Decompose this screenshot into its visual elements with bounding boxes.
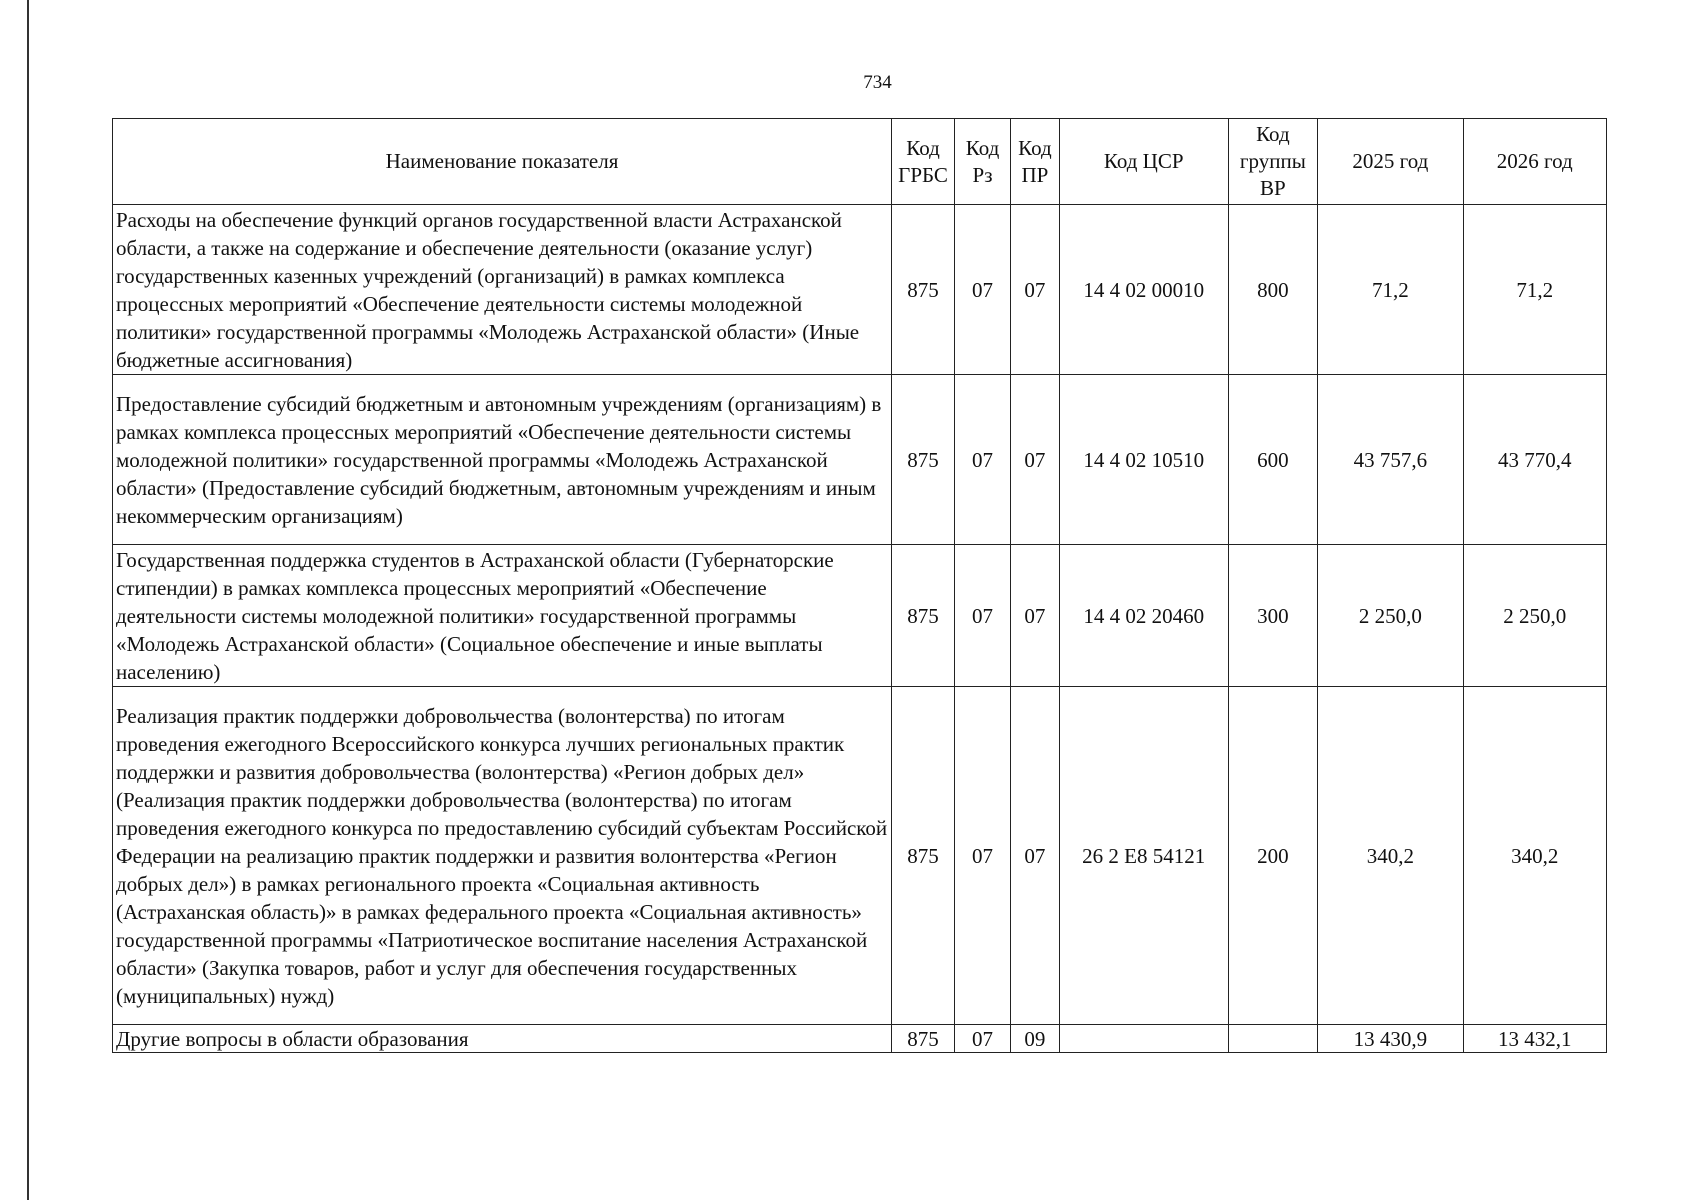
row-rz: 07: [955, 1025, 1011, 1053]
table-row: [113, 375, 1607, 545]
header-csr: Код ЦСР: [1059, 119, 1228, 205]
header-pr: Код ПР: [1011, 119, 1060, 205]
header-name: Наименование показателя: [113, 119, 892, 205]
row-grbs: 875: [892, 375, 955, 545]
row-name: Расходы на обеспечение функций органов государственной власти Астраханской области, а также на содержание и обеспечение деятельности (оказание услуг) государственных казенных учреждений (организаций) в рамках комплекса процессных мероприятий «Обеспечение деятельности системы молодежной политики» государственной программы «Молодежь Астраханской области» (Иные бюджетные ассигнования): [113, 205, 892, 375]
table-row: [113, 687, 1607, 1025]
row-pr: 07: [1011, 545, 1060, 687]
header-2026: 2026 год: [1463, 119, 1606, 205]
header-2025: 2025 год: [1318, 119, 1463, 205]
table-row: [113, 205, 1607, 375]
row-pr: 07: [1011, 375, 1060, 545]
row-rz: 07: [955, 375, 1011, 545]
row-vr: 200: [1228, 687, 1317, 1025]
row-2026: 2 250,0: [1463, 545, 1606, 687]
row-2025: 13 430,9: [1318, 1025, 1463, 1053]
row-grbs: 875: [892, 205, 955, 375]
row-2025: 43 757,6: [1318, 375, 1463, 545]
binding-margin-line: [27, 0, 29, 1200]
table-row: [113, 1025, 1607, 1053]
row-2026: 71,2: [1463, 205, 1606, 375]
table-row: [113, 545, 1607, 687]
row-vr: [1228, 1025, 1317, 1053]
row-2026: 340,2: [1463, 687, 1606, 1025]
row-pr: 09: [1011, 1025, 1060, 1053]
row-2025: 71,2: [1318, 205, 1463, 375]
row-2025: 340,2: [1318, 687, 1463, 1025]
row-2026: 13 432,1: [1463, 1025, 1606, 1053]
table-header-row: [113, 119, 1607, 205]
budget-table: [112, 118, 1607, 1053]
row-2025: 2 250,0: [1318, 545, 1463, 687]
row-csr: 14 4 02 10510: [1059, 375, 1228, 545]
row-2026: 43 770,4: [1463, 375, 1606, 545]
row-grbs: 875: [892, 545, 955, 687]
row-pr: 07: [1011, 205, 1060, 375]
row-csr: 14 4 02 00010: [1059, 205, 1228, 375]
row-rz: 07: [955, 205, 1011, 375]
row-name: Реализация практик поддержки добровольчества (волонтерства) по итогам проведения ежегодного Всероссийского конкурса лучших региональных практик поддержки и развития добровольчества (волонтерства) «Регион добрых дел» (Реализация практик поддержки добровольчества (волонтерства) по итогам проведения ежегодного конкурса по предоставлению субсидий субъектам Российской Федерации на реализацию практик поддержки и развития волонтерства «Регион добрых дел») в рамках регионального проекта «Социальная активность (Астраханская область)» в рамках федерального проекта «Социальная активность» государственной программы «Патриотическое воспитание населения Астраханской области» (Закупка товаров, работ и услуг для обеспечения государственных (муниципальных) нужд): [113, 687, 892, 1025]
row-pr: 07: [1011, 687, 1060, 1025]
row-grbs: 875: [892, 1025, 955, 1053]
header-vr: Код группы ВР: [1228, 119, 1317, 205]
row-name: Государственная поддержка студентов в Астраханской области (Губернаторские стипендии) в рамках комплекса процессных мероприятий «Обеспечение деятельности системы молодежной политики» государственной программы «Молодежь Астраханской области» (Социальное обеспечение и иные выплаты населению): [113, 545, 892, 687]
row-name: Предоставление субсидий бюджетным и автономным учреждениям (организациям) в рамках комплекса процессных мероприятий «Обеспечение деятельности системы молодежной политики» государственной программы «Молодежь Астраханской области» (Предоставление субсидий бюджетным, автономным учреждениям и иным некоммерческим организациям): [113, 375, 892, 545]
header-grbs: Код ГРБС: [892, 119, 955, 205]
row-vr: 800: [1228, 205, 1317, 375]
row-csr: 26 2 E8 54121: [1059, 687, 1228, 1025]
row-rz: 07: [955, 545, 1011, 687]
header-rz: Код Рз: [955, 119, 1011, 205]
page-number: 734: [863, 72, 892, 93]
row-rz: 07: [955, 687, 1011, 1025]
row-vr: 600: [1228, 375, 1317, 545]
row-vr: 300: [1228, 545, 1317, 687]
row-csr: 14 4 02 20460: [1059, 545, 1228, 687]
row-grbs: 875: [892, 687, 955, 1025]
row-name: Другие вопросы в области образования: [113, 1025, 892, 1053]
row-csr: [1059, 1025, 1228, 1053]
